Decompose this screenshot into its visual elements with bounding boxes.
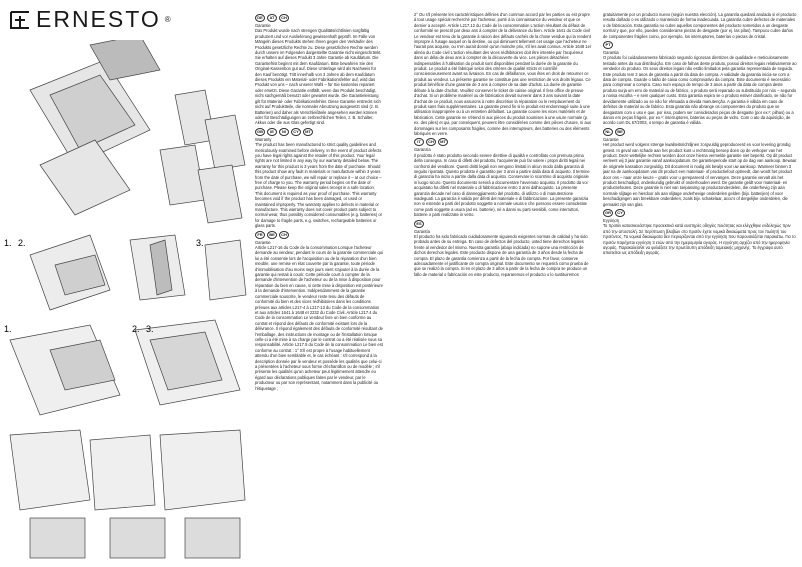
warranty-section — [255, 14, 383, 126]
brand-logo — [8, 6, 171, 33]
language-badges — [603, 128, 797, 136]
language-badges — [603, 41, 797, 49]
section-title: Garantia — [603, 50, 619, 56]
section-body: 2° Ou s'il présente les caractéristiques définies d'un commun accord par les parties ou est propre à tout usage spécial recherché par l'acheteur, porté à la connaissance du vendeur et que ce dernier a accepté. Article L217.12 du Code de la consommation L'action résultant du défaut de conformité se prescrit par deux ans à compter de la délivrance du bien. Article 1641 du Code civil Le vendeur est tenu de la garantie à raison des défauts cachés de la chose vendue qui la rendent impropre à l'usage auquel on la destine, ou qui diminuent tellement cet usage que l'acheteur ne l'aurait pas acquise, ou n'en aurait donné qu'un moindre prix, s'il les avait connus. Article 1648 1er alinéa du Code civil L'action résultant des vices rédhibitoires doit être intentée par l'acquéreur dans un délai de deux ans à compter de la découverte du vice. Les pièces détachées indispensables à l'utilisation du produit sont disponibles pendant la durée de la garantie du produit. Le produit a été fabriqué selon des critères de qualité stricts et contrôlé consciencieusement avant sa livraison. En cas de défaillance, vous êtes en droit de retourner ce produit au vendeur. La présente garantie ne constitue pas une restriction de vos droits légaux. Ce produit bénéficie d'une garantie de 3 ans à compter de sa date d'achat. La durée de garantie débute à la date d'achat. Veuillez conserver le ticket de caisse original. Il fera office de preuve d'achat. Si un problème matériel ou de fabrication devait survenir dans 3 ans suivant la date d'achat de ce produit, nous assurons à notre discrétion la réparation ou le remplacement du produit sans frais supplémentaires. La garantie prend fin si le produit est endommagé suite à une utilisation inappropriée ou à un entretien défaillant. La garantie couvre les vices matériels et de fabrication. Cette garantie ne s'étend ni aux pièces du produit soumises à une usure normale (p. ex. des piles) et qui, par conséquent, peuvent être considérées comme des pièces d'usure, ni aux dommages sur les composants fragiles, comme des interrupteurs, des batteries ou des éléments fabriqués en verre. — [414, 12, 592, 136]
language-badge: CH — [279, 231, 289, 239]
language-badges — [414, 220, 592, 228]
language-badges — [255, 128, 383, 136]
section-title: Warranty — [255, 136, 272, 142]
warranty-section — [603, 41, 797, 126]
product-figures — [0, 40, 248, 565]
language-badge: AT — [267, 14, 277, 22]
language-badge: NL — [603, 128, 613, 136]
language-badge: FR — [255, 231, 265, 239]
language-badge: MT — [438, 138, 448, 146]
fig-label: 3. — [146, 324, 154, 334]
section-title: Garantie — [603, 136, 619, 142]
language-badge: PT — [603, 41, 613, 49]
fig-label: 1. — [4, 238, 12, 248]
language-badge: ES — [414, 220, 424, 228]
language-badges — [255, 231, 383, 239]
warranty-section — [603, 128, 797, 207]
assembly-step-figures — [30, 235, 246, 310]
section-body: Il prodotto è stato prodotto secondo severe direttive di qualità e controllato con premura prima della consegna. In caso di difetti del prodotto, l'acquirente può far valere i propri diritti legali nei confronti del venditore. Questi diritti legali non vengono limitati in alcun modo dalla garanzia di seguito riportata. Questo prodotto è garantito per 3 anni a partire dalla data di acquisto. Il termine di garanzia ha inizio a partire dalla data di acquisto. Conservare lo scontrino di acquisto originale in luogo sicuro. Questo documento servirà a documentare l'avvenuto acquisto. Il prodotto da voi acquistato ha difetti nel materiale o di fabbricazione entro 3 anni dall'acquisto. La presente garanzia decade nel caso di danneggiamento del prodotto, di utilizzo o di manutenzione inadeguati. La garanzia è valida per difetti del materiale e di fabbricazione. La presente garanzia non si estende a parti del prodotto soggette a normale usura e che possono essere considerate come parti soggette a usura (ad es. batterie), né a danni su parti sensibili, come interruttori, batterie o parti realizzate in vetro. — [414, 152, 590, 218]
warranty-section — [603, 209, 797, 256]
warranty-section — [255, 128, 383, 229]
section-body: Article L217-16 du Code de la consommation Lorsque l'acheteur demande au vendeur, pendant le cours de la garantie commerciale qui lui a été consentie lors de l'acquisition ou de la réparation d'un bien meuble, une remise en état couverte par la garantie, toute période d'immobilisation d'au moins sept jours vient s'ajouter à la durée de la garantie qui restait à courir. Cette période court à compter de la demande d'intervention de l'acheteur ou de la mise à disposition pour réparation du bien en cause, si cette mise à disposition est postérieure à la demande d'intervention. Indépendamment de la garantie commerciale souscrite, le vendeur reste tenu des défauts de conformité du bien et des vices rédhibitoires dans les conditions prévues aux articles L217-4 à L217-13 du Code de la consommation et aux articles 1641 à 1648 et 2232 du Code Civil. Article L217.4 du Code de la consommation Le vendeur livre un bien conforme au contrat et répond des défauts de conformité existant lors de la délivrance. Il répond également des défauts de conformité résultant de l'emballage, des instructions de montage ou de l'installation lorsque celle-ci a été mise à sa charge par le contrat ou a été réalisée sous sa responsabilité. Article L217.5 du Code de la consommation Le bien est conforme au contrat : 1° S'il est propre à l'usage habituellement attendu d'un bien semblable et, le cas échéant : s'il correspond à la description donnée par le vendeur et possède les qualités que celui-ci a présentées à l'acheteur sous forme d'échantillon ou de modèle ; s'il présente les qualités qu'un acheteur peut légitimement attendre eu égard aux déclarations publiques faites par le vendeur, par le producteur ou par son représentant, notamment dans la publicité ou l'étiquetage ; — [255, 245, 383, 391]
text-column-2 — [414, 12, 592, 560]
language-badge: BE — [615, 128, 625, 136]
fig-label: 2. — [18, 238, 26, 248]
section-title: Garantie — [255, 23, 271, 28]
language-badge: CH — [279, 14, 289, 22]
ernesto-logo-icon — [8, 8, 32, 32]
language-badge: GB — [257, 128, 263, 134]
language-badge: GR — [605, 210, 611, 215]
warranty-section — [414, 12, 592, 136]
section-body: The product has been manufactured to strict quality guidelines and meticulously examined before delivery. In the event of product defects you have legal rights against the retailer of this product. Your legal rights are not limited in any way by our warranty detailed below. The warranty for this product is 3 years from the date of purchase. Should this product show any fault in materials or manufacture within 3 years from the date of purchase, we will repair or replace it – at our choice – free of charge to you. The warranty period begins on the date of purchase. Please keep the original sales receipt in a safe location. This document is required as your proof of purchase. This warranty becomes void if the product has been damaged, or used or maintained improperly. The warranty applies to defects in material or manufacture. This warranty does not cover product parts subject to normal wear, thus possibly considered consumables (e.g. batteries) or for damage to fragile parts, e.g. switches, rechargeable batteries or glass parts. — [255, 142, 382, 229]
section-body: O produto foi cuidadosamente fabricado segundo rigorosas diretrizes de qualidade e meticulosamente testado antes da sua distribuição. Em caso de falhas deste produto, possui direitos legais relativamente ao vendedor do produto. Os seus direitos legais não estão limitados pela garantia representada de seguida. Este produto tem 3 anos de garantia a partir da data de compra. A validade da garantia inicia-se com a data de compra. Guarde o talão de caixa como comprovativo da compra. Este documento é necessário para comprovar a compra. Caso num espaço de tempo de 3 anos a partir da data de compra deste produto surja um erro de material ou de fabrico, o produto será reparado ou substituído por nós – segundo a nossa escolha – e sem qualquer custo. Esta garantia expira se o produto estiver danificado, se não for devidamente utilizado ou se não for efetuada a devida manutenção. A garantia é válida em caso de defeitos de material ou de fabrico. Esta garantia não abrange os componentes do produto que se desgastam com o uso e que, por isso, podem ser considerados peças de desgaste (por ex.º: pilhas) ou a danos em peças frágeis, por ex.º: interruptores, baterias ou peças de vidro. Com o ato da aquisição, de acordo com DL 67/2003, o tempo de garantia é válida. — [603, 55, 797, 126]
language-badge: CY — [615, 209, 625, 217]
language-badge: CY — [291, 128, 301, 136]
section-body: gratuitamente por un producto nuevo (según nuestra elección). La garantía quedará anulada si el producto resulta dañado o es utilizado o mantenido de forma inadecuada. La garantía cubre defectos de materiales o de fabricación. Esta garantía no cubre aquellos componentes del producto sometidos a un desgaste normal y que, por ello, pueden considerarse piezas de desgaste (por ej. las pilas). Tampoco cubre daños de componentes frágiles como, por ejemplo, los interruptores, baterías o piezas de cristal. — [603, 12, 797, 39]
brand-name: ERNESTO — [36, 6, 161, 32]
text-column-3 — [603, 12, 797, 560]
fig-label: 3. — [196, 238, 204, 248]
warranty-section — [414, 138, 592, 217]
language-badge: DE — [255, 14, 265, 22]
warranty-section — [414, 220, 592, 278]
language-badges — [603, 209, 797, 217]
language-badge: CH — [426, 138, 436, 146]
language-badge: NI — [279, 128, 289, 136]
section-body: Het product werd volgens strenge kwaliteitsrichtlijnen zorgvuldig geproduceerd en voor levering grondig getest. In geval van schade aan het product kunt u rechtmatig beroep doen op de verkoper van het product. Deze wettelijke rechten worden door onze hierna vermelde garantie niet beperkt. Op dit product verleent wij 3 jaar garantie vanaf aankoopdatum. De garantieperiode start op de dag van aankoop. Bewaar de originele kassabon zorgvuldig. Dit document is nodig als bewijs voor uw aankoop. Wanneer binnen 3 jaar na de aankoopdatum van dit product een materiaal- of productiefout optreedt, dan wordt het product door ons – naar onze keuze – gratis voor u gerepareerd of vervangen. Deze garantie vervalt als het product beschadigd, ondeskundig gebruikt of onderhouden werd. De garantie geldt voor materiaal- en productiefouten. Deze garantie is niet van toepassing op productonderdelen, die onderhevig zijn aan normale slijtage en hierdoor als aan slijtage onderhevige onderdelen gelden (bijv. batterijen) of voor beschadigingen aan breekbare onderdelen, zoals bijv. schakelaar, accu's of dergelijke onderdelen, die gemaakt zijn van glas. — [603, 142, 797, 207]
language-badge: BE — [267, 231, 277, 239]
section-body: Το προϊόν κατασκευάστηκε προσεκτικά κατά αυστηρές οδηγίες ποιότητας και ελέγχθηκε ενδελεχώς πριν από την αποστολή. Σε περίπτωση βλαβών στο προϊόν έχετε νομικά δικαιώματα προς τον πωλητή του προϊόντος. Τα νομικά δικαιώματα δεν περιορίζονται από την εγγύηση που παρουσιάζεται παρακάτω. Για το προϊόν παρέχεται εγγύηση 3 ετών από την ημερομηνία αγοράς. Η εγγύηση αρχίζει από την ημερομηνία αγοράς. Παρακαλείσθε να φυλάξετε την πρωτότυπη απόδειξη ταμειακής μηχανής. Το έγγραφο αυτό απαιτείται ως απόδειξη αγοράς. — [603, 223, 796, 256]
section-body: Das Produkt wurde nach strengen Qualitätsrichtlinien sorgfältig produziert und vor Auslieferung gewissenhaft geprüft. Im Falle von Mängeln dieses Produkts stehen Ihnen gegen den Verkäufer des Produkts gesetzliche Rechte zu. Diese gesetzlichen Rechte werden durch unsere im Folgenden dargestellte Garantie nicht eingeschränkt. Sie erhalten auf dieses Produkt 3 Jahre Garantie ab Kaufdatum. Die Garantiefrist beginnt mit dem Kaufdatum. Bitte bewahren Sie den Original-Kassenbon gut auf. Diese Unterlage wird als Nachweis für den Kauf benötigt. Tritt innerhalb von 3 Jahren ab dem Kaufdatum dieses Produkts ein Material- oder Fabrikationsfehler auf, wird das Produkt von uns – nach unserer Wahl – für Sie kostenlos repariert oder ersetzt. Diese Garantie entfällt, wenn das Produkt beschädigt, nicht sachgemäß benutzt oder gewartet wurde. Die Garantieleistung gilt für Material- oder Fabrikationsfehler. Diese Garantie erstreckt sich nicht auf Produktteile, die normaler Abnutzung ausgesetzt sind (z. B. Batterien) und daher als Verschleißteile angesehen werden können oder für Beschädigungen an zerbrechlichen Teilen, z. B. Schalter, Akkus oder die aus Glas gefertigt sind. — [255, 28, 382, 126]
section-title: Εγγύηση — [603, 218, 620, 223]
section-title: Garantie — [255, 239, 271, 245]
language-badge: MT — [303, 128, 313, 136]
section-title: Garanzia — [414, 147, 431, 153]
language-badges — [255, 14, 383, 22]
mandoline-assembly-figure — [30, 40, 245, 223]
text-column-1 — [255, 12, 383, 560]
usage-figures — [10, 320, 245, 558]
language-badges — [414, 138, 592, 146]
language-badge: IT — [414, 138, 424, 146]
section-title: Garantía — [414, 228, 430, 234]
warranty-section — [255, 231, 383, 391]
fig-label: 2. — [132, 324, 140, 334]
warranty-section — [603, 12, 797, 39]
fig-label: 1. — [4, 324, 12, 334]
brand-reg-mark: ® — [164, 15, 171, 24]
section-body: El producto ha sido fabricado cuidadosamente siguiendo exigentes normas de calidad y ha sido probado antes de su entrega. En caso de defectos del producto, usted tiene derechos legales frente al vendedor del mismo. Nuestra garantía (abajo indicada) no supone una restricción de dichos derechos legales. Este producto dispone de una garantía de 3 años desde la fecha de compra. El plazo de garantía comienza a partir de la fecha de compra. Por favor, conserve adecuadamente el justificante de compra original. Este documento se requerirá como prueba de que se realizó la compra. Si en el plazo de 3 años a partir de la fecha de compra se produce un fallo de material o fabricación en este producto, repararemos el producto o lo sustituiremos — [414, 234, 589, 277]
language-badge: IE — [267, 128, 277, 136]
